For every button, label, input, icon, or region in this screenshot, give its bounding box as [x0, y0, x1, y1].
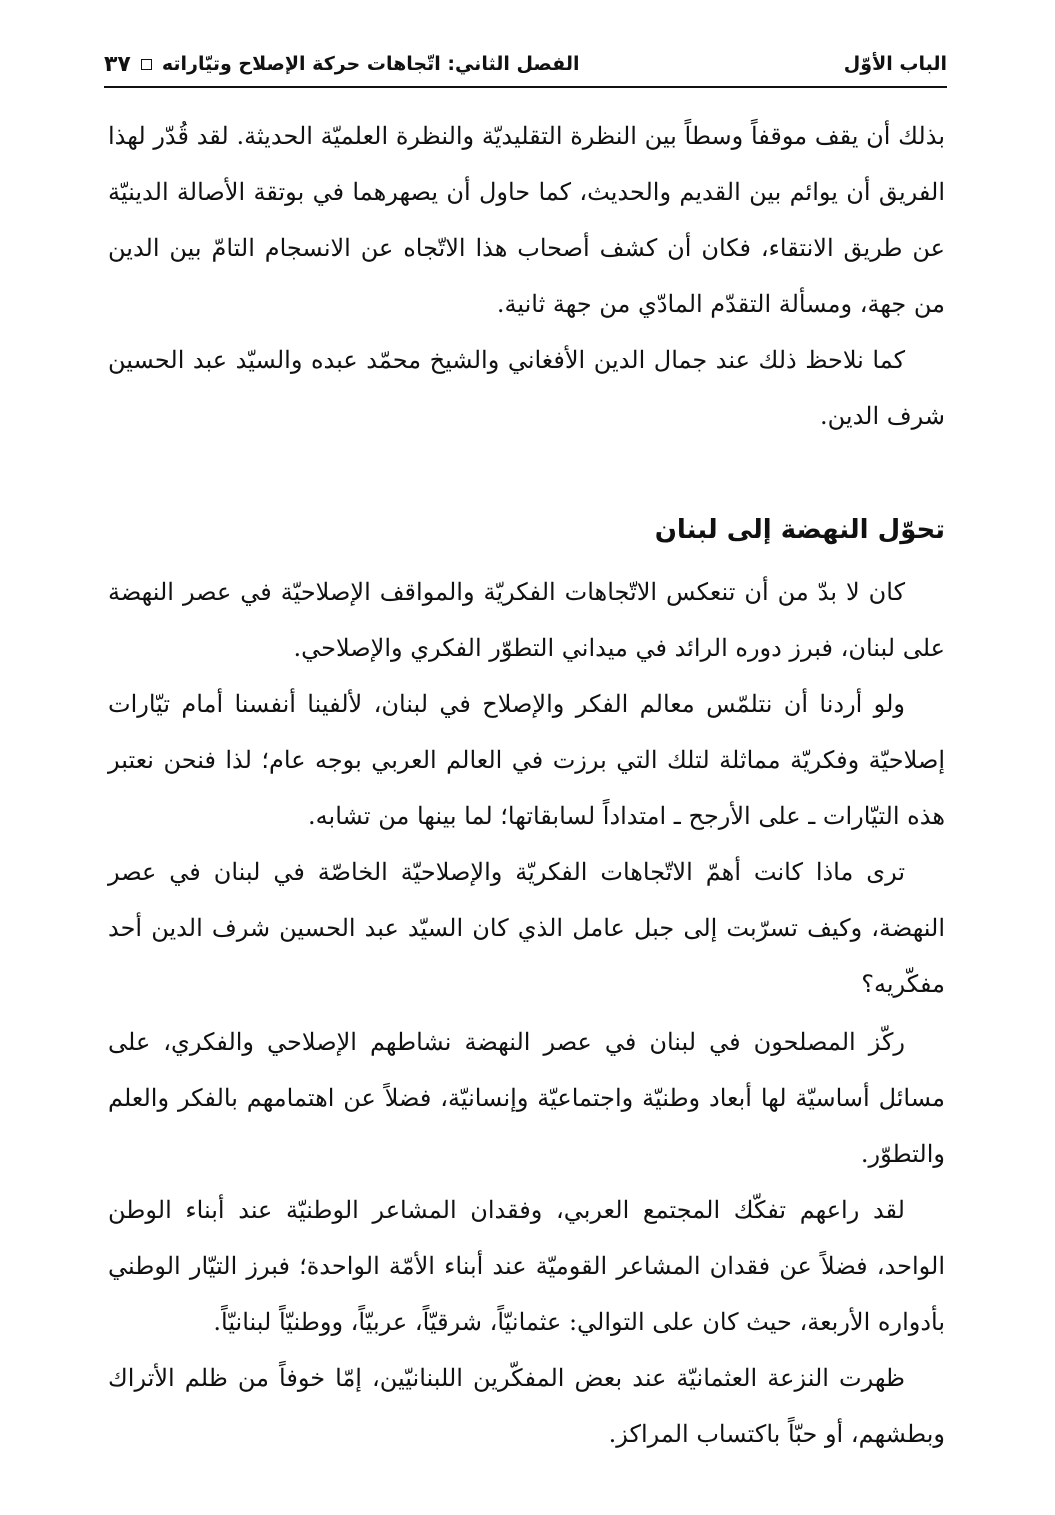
paragraph: ركّز المصلحون في لبنان في عصر النهضة نشاطهم الإصلاحي والفكري، على مسائل أساسيّة لها أبعاد وطنيّة واجتماعيّة وإنسانيّة، فضلاً عن اهتمامهم بالفكر والعلم والتطوّر.	[108, 1028, 946, 1168]
paragraph: ترى ماذا كانت أهمّ الاتّجاهات الفكريّة والإصلاحيّة الخاصّة في لبنان في عصر النهضة، وكيف تسرّبت إلى جبل عامل الذي كان السيّد عبد الحسين شرف الدين أحد مفكّريه؟	[108, 858, 945, 998]
paragraph: كان لا بدّ من أن تنعكس الاتّجاهات الفكريّة والمواقف الإصلاحيّة في عصر النهضة على لبنان، فبرز دوره الرائد في ميداني التطوّر الفكري والإصلاحي.	[108, 578, 945, 662]
paragraph: ولو أردنا أن نتلمّس معالم الفكر والإصلاح في لبنان، لألفينا أنفسنا أمام تيّارات إصلاحيّة وفكريّة مماثلة لتلك التي برزت في العالم العربي بوجه عام؛ لذا فنحن نعتبر هذه التيّارات ـ على الأرجح ـ امتداداً لسابقاتها؛ لما بينها من تشابه.	[108, 690, 945, 830]
paragraph: ظهرت النزعة العثمانيّة عند بعض المفكّرين اللبنانيّين، إمّا خوفاً من ظلم الأتراك وبطشهم، أو حبّاً باكتساب المراكز.	[108, 1364, 945, 1448]
page-number: ٣٧	[104, 51, 131, 77]
square-separator-icon	[141, 59, 152, 70]
header-divider	[104, 86, 947, 88]
section-heading: تحوّل النهضة إلى لبنان	[654, 515, 945, 545]
page-body	[108, 108, 945, 1462]
header-chapter-group	[104, 52, 579, 77]
header-part-title: الباب الأوّل	[843, 53, 947, 75]
running-header	[104, 44, 947, 84]
paragraph: لقد راعهم تفكّك المجتمع العربي، وفقدان المشاعر الوطنيّة عند أبناء الوطن الواحد، فضلاً عن فقدان المشاعر القوميّة عند أبناء الأمّة الواحدة؛ فبرز التيّار الوطني بأدواره الأربعة، حيث كان على التوالي: عثمانيّاً، شرقيّاً، عربيّاً، ووطنيّاً لبنانيّاً.	[108, 1196, 945, 1336]
paragraph: كما نلاحظ ذلك عند جمال الدين الأفغاني والشيخ محمّد عبده والسيّد عبد الحسين شرف الدين.	[108, 346, 945, 430]
header-chapter-title: الفصل الثاني: اتّجاهات حركة الإصلاح وتيّاراته	[161, 53, 580, 75]
paragraph: بذلك أن يقف موقفاً وسطاً بين النظرة التقليديّة والنظرة العلميّة الحديثة. لقد قُدّر لهذا الفريق أن يوائم بين القديم والحديث، كما حاول أن يصهرهما في بوتقة الأصالة الدينيّة عن طريق الانتقاء، فكان أن كشف أصحاب هذا الاتّجاه عن الانسجام التامّ بين الدين من جهة، ومسألة التقدّم المادّي من جهة ثانية.	[108, 122, 946, 318]
